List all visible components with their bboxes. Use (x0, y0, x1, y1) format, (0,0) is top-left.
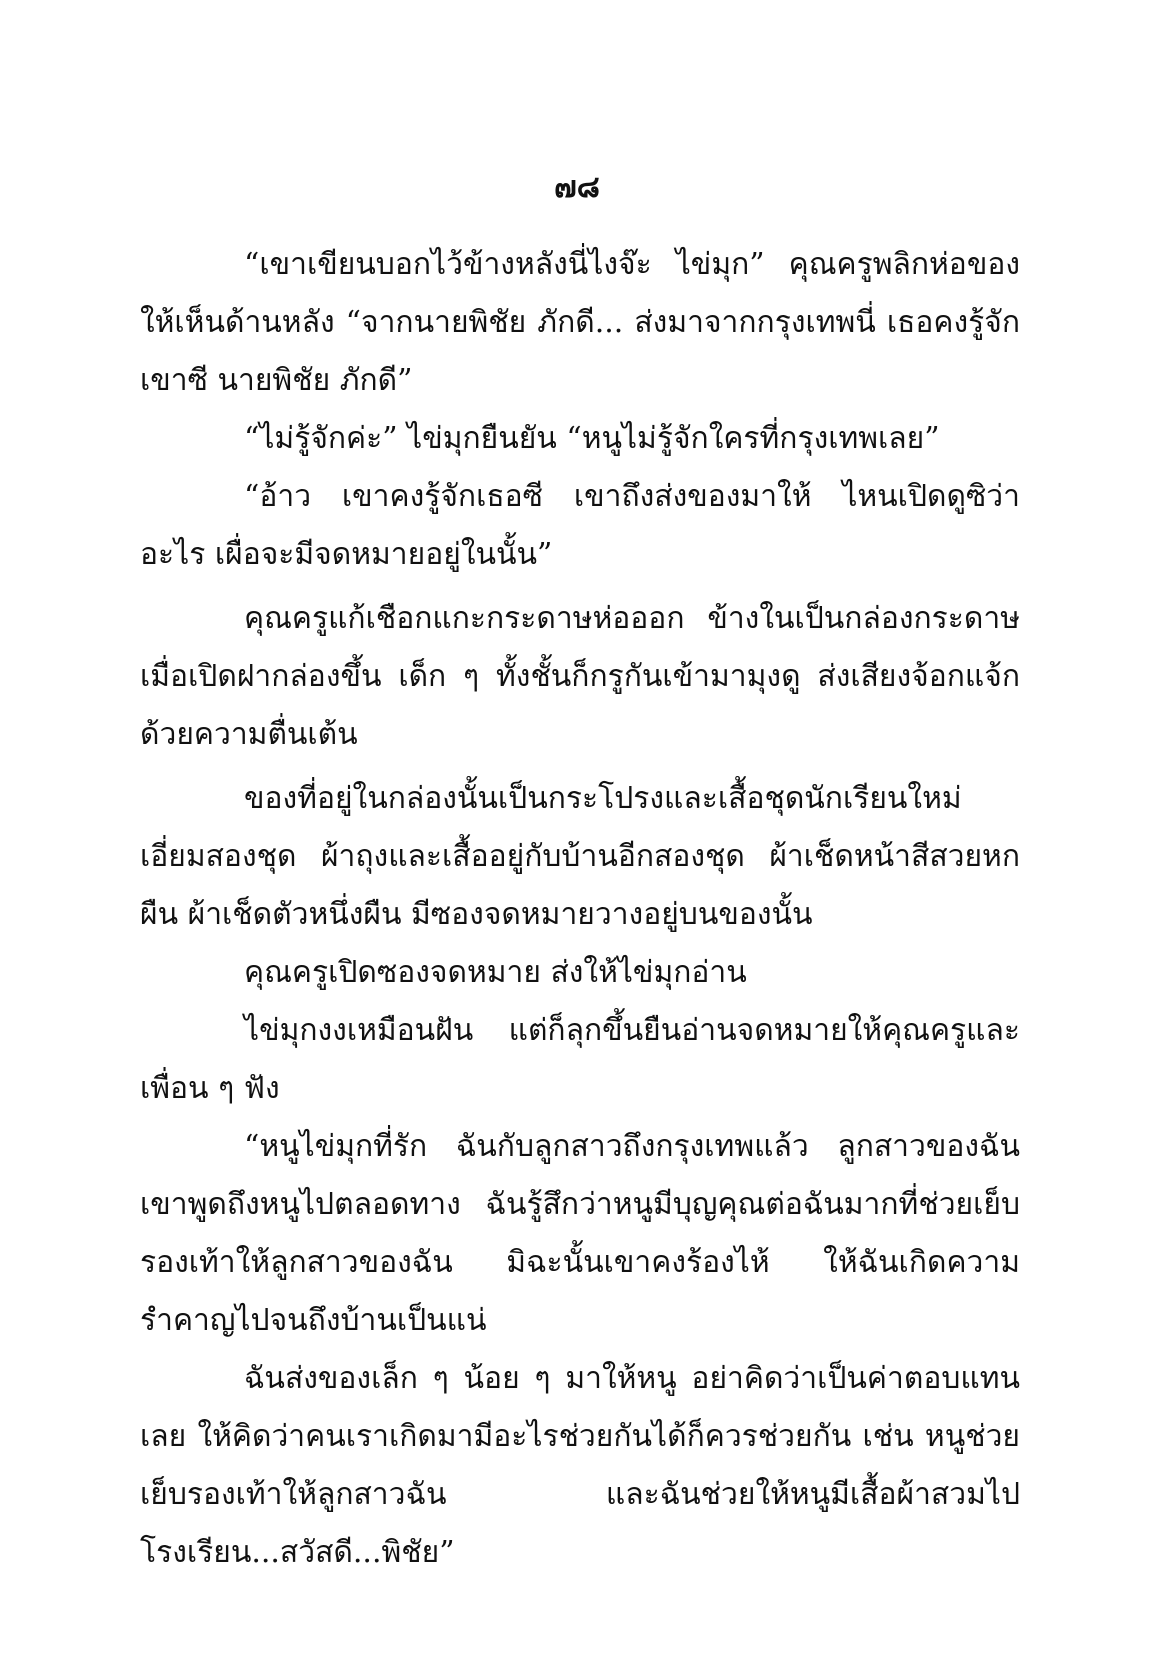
paragraph-2: “ไม่รู้จักค่ะ” ไข่มุกยืนยัน “หนูไม่รู้จักใครที่กรุงเทพเลย” (244, 421, 940, 456)
paragraph-9: ฉันส่งของเล็ก ๆ น้อย ๆ มาให้หนู อย่าคิดว่าเป็นค่าตอบแทนเลย ให้คิดว่าคนเราเกิดมามีอะไรช่วยกันได้ก็ควรช่วยกัน เช่น หนูช่วยเย็บรองเท้าให้ลูกสาวฉัน และฉันช่วยให้หนูมีเสื้อผ้าสวมไปโรงเรียน...สวัสดี...พิชัย” (140, 1361, 1020, 1570)
paragraph-6: คุณครูเปิดซองจดหมาย ส่งให้ไข่มุกอ่าน (244, 955, 747, 990)
paragraph-3: “อ้าว เขาคงรู้จักเธอซี เขาถึงส่งของมาให้ ไหนเปิดดูซิว่าอะไร เผื่อจะมีจดหมายอยู่ในนั้น” (140, 479, 1020, 572)
paragraph-5: ของที่อยู่ในกล่องนั้นเป็นกระโปรงและเสื้อชุดนักเรียนใหม่เอี่ยมสองชุด ผ้าถุงและเสื้ออยู่กับบ้านอีกสองชุด ผ้าเช็ดหน้าสีสวยหกผืน ผ้าเช็ดตัวหนึ่งผืน มีซองจดหมายวางอยู่บนของนั้น (140, 781, 1020, 932)
paragraph-7: ไข่มุกงงเหมือนฝัน แต่ก็ลุกขึ้นยืนอ่านจดหมายให้คุณครูและเพื่อน ๆ ฟัง (140, 1013, 1020, 1106)
paragraph-4: คุณครูแก้เชือกแกะกระดาษห่อออก ข้างในเป็นกล่องกระดาษ เมื่อเปิดฝากล่องขึ้น เด็ก ๆ ทั้งชั้นก็กรูกันเข้ามามุงดู ส่งเสียงจ้อกแจ้กด้วยความตื่นเต้น (140, 601, 1020, 752)
body-text (140, 236, 1020, 1582)
paragraph-1: “เขาเขียนบอกไว้ข้างหลังนี่ไงจ๊ะ ไข่มุก” คุณครูพลิกห่อของให้เห็นด้านหลัง “จากนายพิชัย ภักดี... ส่งมาจากกรุงเทพนี่ เธอคงรู้จักเขาซี นายพิชัย ภักดี” (140, 247, 1020, 398)
page-number: ๗๘ (554, 170, 600, 205)
paragraph-8: “หนูไข่มุกที่รัก ฉันกับลูกสาวถึงกรุงเทพแล้ว ลูกสาวของฉันเขาพูดถึงหนูไปตลอดทาง ฉันรู้สึกว่าหนูมีบุญคุณต่อฉันมากที่ช่วยเย็บรองเท้าให้ลูกสาวของฉัน มิฉะนั้นเขาคงร้องไห้ ให้ฉันเกิดความรำคาญไปจนถึงบ้านเป็นแน่ (140, 1129, 1020, 1338)
